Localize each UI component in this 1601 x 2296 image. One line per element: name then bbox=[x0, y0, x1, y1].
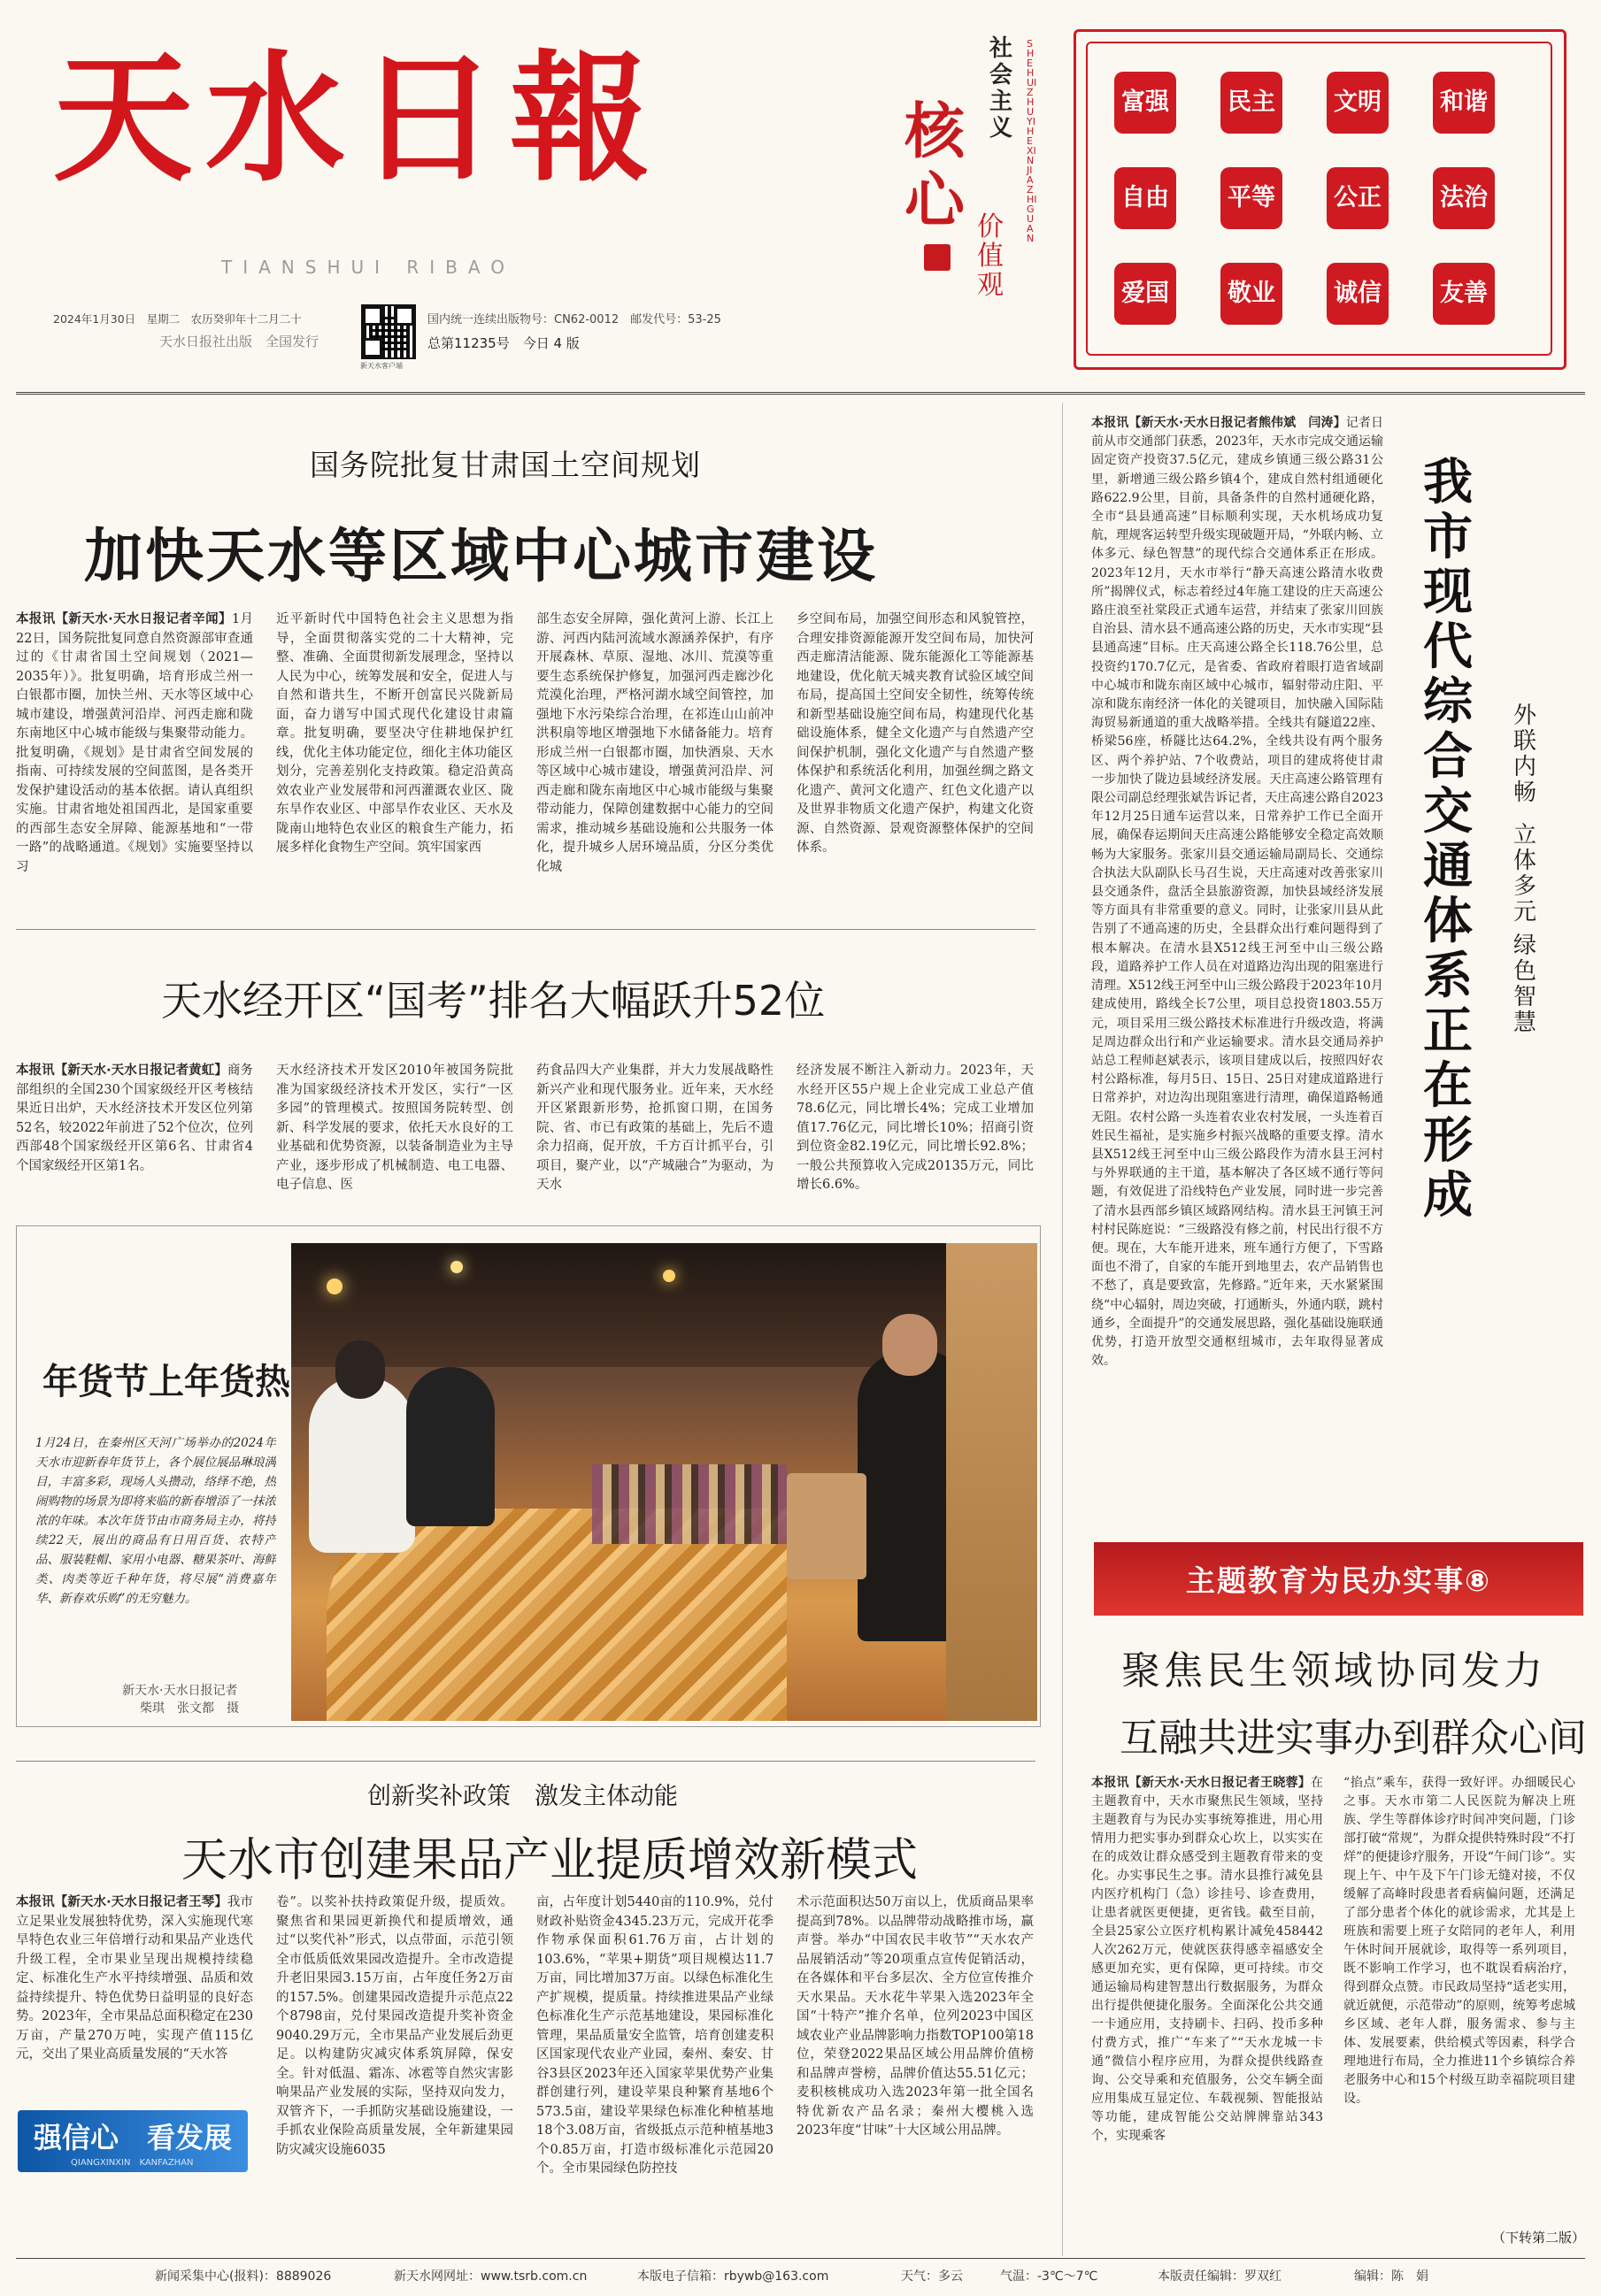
lead-col-4: 乡空间布局，加强空间形态和风貌管控，合理安排资源能源开发空间布局，加快河西走廊清洁能源、陇东能源化工等能源基地建设，优化航天城夹教育试验区域空间布局，提高国土空间安全韧性，统筹传统和新型基础设施空间布局，构建现代化基础设施体系，健全文化遗产与自然遗产空间保护机制，强化文化遗产与自然遗产整体保护和系统活化利用，加强丝绸之路文化遗产、黄河文化遗产、红色文化遗产以及世界非物质文化遗产保护，构建文化资源、自然资源、景观资源整体保护的空间体系。 bbox=[797, 612, 1034, 855]
lead-col-2: 近平新时代中国特色社会主义思想为指导，全面贯彻落实党的二十大精神，完整、准确、全面贯彻新发展理念，坚持以人民为中心，统筹发展和安全，促进人与自然和谐共生，不断开创富民兴陇新局面，奋力谱写中国式现代化建设甘肃篇章。批复明确，要坚决守住耕地保护红线，优化主体功能定位，细化主体功能区划分，完善差别化支持政策。稳定沿黄高效农业产业发展带和河西灌溉农业区、陇东旱作农业区、中部旱作农业区、天水及陇南山地特色农业区的粮食生产能力，拓展多样化食物生产空间。筑牢国家西 bbox=[276, 612, 513, 855]
footer-weather: 天气：多云 bbox=[901, 2269, 963, 2284]
traffic-sub-3: 绿色智慧 bbox=[1513, 933, 1537, 1036]
footer-website[interactable]: 新天水网网址：www.tsrb.com.cn bbox=[394, 2269, 588, 2284]
date-line: 2024年1月30日 星期二 农历癸卯年十二月二十 bbox=[53, 312, 302, 326]
continued-note[interactable]: （下转第二版） bbox=[1492, 2230, 1586, 2246]
theme-col-2: “掐点”乘车，获得一致好评。办细暖民心之事。天水市第二人民医院为解决上班族、学生等群体诊疗时间冲突问题，门诊部打破“常规”，为群众提供特殊时段“不打烊”的便捷诊疗服务，开设“午间门诊”。实现上午、中午及下午门诊无缝对接，不仅缓解了高峰时段患者看病偏问题，还满足了部分患者个体化的就诊需求，尤其是上班族和需要上班子女陪同的老年人，利用午休时间开展就诊，取得等一系列项目，既不影响工作学习，也不耽误看病治疗，得到群众点赞。市民政局坚持“适老实用，就近就便，示范带动”的原则，统筹考虑城乡区域、老年人群，服务需求、参与主体、发展要素，供给模式等因素，科学合理地进行布局，全力推进11个乡镇综合养老服务中心和15个村级互助幸福院项目建设。 bbox=[1343, 1776, 1575, 2106]
publisher-line: 天水日报社出版 全国发行 bbox=[159, 334, 319, 349]
lead-col-3: 部生态安全屏障，强化黄河上游、长江上游、河西内陆河流域水源涵养保护，有序开展森林、草原、湿地、冰川、荒漠等重要生态系统保护修复，加强河西走廊沙化荒漠化治理，严格河湖水域空间管控，加强地下水污染综合治理，在祁连山山前冲洪积扇等地区增强地下水储备能力。培育形成兰州一白银都市圈，加快酒泉、天水等区域中心城市建设，增强黄河沿岸、河西走廊和陇东南地区中心城市能级与集聚带动能力，保障创建数据中心能力的空间需求，推动城乡基础设施和公共服务一体化，提升城乡人居环境品质，分区分类优化城 bbox=[536, 612, 774, 874]
footer-editor-in-charge: 本版责任编辑：罗双红 bbox=[1158, 2269, 1282, 2284]
traffic-headline[interactable]: 我市现代综合交通体系正在形成 bbox=[1423, 454, 1473, 1225]
value-item: 公正 bbox=[1327, 167, 1389, 229]
theme-col-1: 本报讯【新天水·天水日报记者王晓蓉】在主题教育中，天水市聚焦民生领域，坚持主题教育与为民办实事统筹推进，用心用情用力把实事办到群众心坎上，以实实在在的成效让群众感受到主题教育带来的变化。办实事民生之事。清水县推行减免县内医疗机构门（急）诊挂号、诊查费用，让患者就医更便捷，更省钱。截至目前，全县25家公立医疗机构累计减免458442人次262万元，使就医获得感幸福感安全感更加充实，更有保障，更可持续。市交通运输局构建智慧出行数据服务，为群众出行提供便捷化服务。全面深化公共交通一卡通应用，支持刷卡、扫码、投币多种付费方式，推广“车来了”“天水龙城一卡通”微信小程序应用，为群众提供线路查询、公交导乘和充值服务，公交车辆全面应用集成互显定位、车载视频、智能报站等功能，建成智能公交站牌牌靠站343个，实现乘客 bbox=[1091, 1776, 1323, 2143]
fruit-headline[interactable]: 天水市创建果品产业提质增效新模式 bbox=[181, 1834, 919, 1887]
issue-number: 总第11235号 今日 4 版 bbox=[427, 335, 580, 351]
value-item: 民主 bbox=[1220, 72, 1282, 134]
divider bbox=[16, 1761, 1035, 1762]
lead-col-1: 本报讯【新天水·天水日报记者辛闻】1月22日，国务院批复同意自然资源部审查通过的《甘肃省国土空间规划（2021—2035年）》。批复明确，培育形成兰州一白银都市圈，加快兰州、天水等区域中心城市建设，增强黄河沿岸、河西走廊和陇东南地区中心城市能级与集聚带动能力。批复明确，《规划》是甘肃省空间发展的指南、可持续发展的空间蓝图，是各类开发保护建设活动的基本依据。请认真组织实施。甘肃省地处祖国西北，是国家重要的西部生态安全屏障、能源基地和“一带一路”的战略通道。《规划》实施要坚持以习 bbox=[16, 612, 253, 874]
value-item: 文明 bbox=[1327, 72, 1389, 134]
masthead-rule bbox=[16, 392, 1585, 395]
photo-credit-1: 新天水·天水日报记者 bbox=[122, 1684, 238, 1698]
theme-headline-1[interactable]: 聚焦民生领域协同发力 bbox=[1121, 1648, 1546, 1693]
confidence-logo-text: 强信心 看发展 bbox=[34, 2121, 233, 2154]
theme-headline-2[interactable]: 互融共进实事办到群众心间 bbox=[1120, 1716, 1587, 1761]
value-item: 爱国 bbox=[1114, 263, 1176, 325]
photo-story-body: 1月24日，在秦州区天河广场举办的2024年天水市迎新春年货节上，各个展位展品琳琅满目，丰富多彩，现场人头攒动，络绎不绝，热闹购物的场景为即将来临的新春增添了一抹浓浓的年味。本次年货节由市商务局主办，将持续22天，展出的商品有日用百货、农特产品、服装鞋帽、家用小电器、糖果茶叶、海鲜类、肉类等近千种年货，将尽展“消费嘉年华、新春欢乐购”的无穷魅力。 bbox=[35, 1436, 276, 1606]
lead-headline[interactable]: 加快天水等区域中心城市建设 bbox=[84, 522, 878, 590]
traffic-sub-1: 外联内畅 bbox=[1513, 703, 1537, 806]
fruit-col-3: 亩，占年度计划5440亩的110.9%，兑付财政补贴资金4345.23万元，完成开花季作物承保面积61.76万亩，占计划的103.6%，“苹果+期货”项目规模达11.7万亩，同比增加37万亩。以绿色标准化生产扩规模，提质量。持续推进果品产业绿色标准化生产示范基地建设，果园标准化管理，果品质量安全监管，培育创建麦积区国家现代农业产业园，秦州、秦安、甘谷3县区2023年还入国家苹果优势产业集群创建行列，建设苹果良种繁育基地6个573.5亩，建设苹果绿色标准化种植基地18个3.08万亩，省级抵点示范种植基地3个0.85万亩，打造市级标准化示范园20个。全市果园绿色防控技 bbox=[536, 1895, 774, 2176]
footer-email[interactable]: 本版电子信箱：rbywb@163.com bbox=[637, 2269, 829, 2284]
newspaper-pinyin: TIANSHUI RIBAO bbox=[221, 257, 515, 278]
core-values-big: 核心 bbox=[904, 96, 966, 236]
market-photo bbox=[291, 1243, 1037, 1721]
newspaper-title: 天水日報 bbox=[53, 37, 662, 201]
divider bbox=[16, 929, 1035, 930]
qr-code[interactable] bbox=[361, 304, 416, 359]
zone-col-1: 本报讯【新天水·天水日报记者黄虹】商务部组织的全国230个国家级经开区考核结果近日出炉，天水经济技术开发区位列第52名，较2022年前进了52个位次，位列西部48个国家级经开区第6名、甘肃省4个国家级经开区第1名。 bbox=[16, 1064, 253, 1173]
traffic-sub-2: 立体多元 bbox=[1513, 822, 1537, 925]
value-item: 友善 bbox=[1433, 263, 1495, 325]
zone-col-3: 药食品四大产业集群，并大力发展战略性新兴产业和现代服务业。近年来，天水经开区紧跟新形势，抢抓窗口期，在国务院、省、市已有政策的基础上，先后不遗余力招商，促开放，千方百计抓平台，引项目，聚产业，以“产城融合”为驱动，为天水 bbox=[536, 1064, 774, 1192]
confidence-logo-pinyin: QIANGXINXIN KANFAZHAN bbox=[71, 2158, 194, 2168]
seal-icon bbox=[924, 244, 951, 271]
value-item: 自由 bbox=[1114, 167, 1176, 229]
core-values-pinyin: SHE HUI ZHU YI HE XIN JIA ZHI GUAN bbox=[1027, 38, 1037, 244]
fruit-col-1: 本报讯【新天水·天水日报记者王琴】我市立足果业发展独特优势，深入实施现代寒旱特色农业三年倍增行动和果品产业迭代升级工程，全市果业呈现出规模持续稳定、标准化生产水平持续增强、品质和效益持续提升、特色优势日益明显的良好态势。2023年，全市果品总面积稳定在230万亩，产量270万吨，实现产值115亿元，交出了果业高质量发展的“天水答 bbox=[16, 1895, 253, 2062]
lead-kicker: 国务院批复甘肃国土空间规划 bbox=[310, 448, 701, 482]
zone-col-2: 天水经济技术开发区2010年被国务院批准为国家级经济技术开发区，实行“一区多园”的管理模式。按照国务院转型、创新、科学发展的要求，依托天水良好的工业基础和优势资源，以装备制造业为主导产业，逐步形成了机械制造、电工电器、电子信息、医 bbox=[276, 1064, 513, 1192]
value-item: 富强 bbox=[1114, 72, 1176, 134]
zone-headline[interactable]: 天水经开区“国考”排名大幅跃升52位 bbox=[161, 977, 826, 1025]
value-item: 诚信 bbox=[1327, 263, 1389, 325]
value-item: 平等 bbox=[1220, 167, 1282, 229]
core-values-label: 社会主义 bbox=[989, 35, 1013, 142]
column-divider bbox=[1062, 403, 1063, 2256]
fruit-col-4: 术示范面积达50万亩以上，优质商品果率提高到78%。以品牌带动战略推市场，赢声誉。举办“中国农民丰收节”“天水农产品展销活动”等20项重点宣传促销活动，在各媒体和平台多层次、全方位宣传推介天水果品。天水花牛苹果入选2023年全国“十特产”推介名单，位列2023中国区域农业产业品牌影响力指数TOP100第18位，荣登2022果品区域公用品牌价值榜和品牌声誉榜，品牌价值达55.51亿元；麦积核桃成功入选2023年第一批全国名特优新农产品名录；秦州大樱桃入选2023年度“甘味”十大区域公用品牌。 bbox=[797, 1895, 1034, 2138]
core-values-sub: 价值观 bbox=[977, 211, 1004, 301]
confidence-logo bbox=[18, 2110, 248, 2172]
qr-caption: 新天水客户端 bbox=[360, 362, 403, 370]
zone-col-4: 经济发展不断注入新动力。2023年，天水经开区55户规上企业完成工业总产值78.6亿元，同比增长4%；完成工业增加值17.76亿元，同比增长10%；招商引资到位资金82.19亿元，同比增长92.8%；一般公共预算收入完成20135万元，同比增长6.6%。 bbox=[797, 1064, 1034, 1192]
footer-editor: 编辑：陈 娟 bbox=[1354, 2269, 1428, 2284]
photo-story-title: 年货节上年货热 bbox=[42, 1361, 290, 1402]
core-values-papercut bbox=[1074, 29, 1566, 370]
traffic-body: 本报讯【新天水·天水日报记者熊伟斌 闫涛】记者日前从市交通部门获悉，2023年，天水市完成交通运输固定资产投资37.5亿元，建成乡镇通三级公路31公里，新增通三级公路乡镇4个，建成自然村组通硬化路622.9公里，目前，具备条件的自然村通硬化路，全市“县县通高速”目标顺利实现，天水机场成功复航，理规客运转型升级实现破题开局，“外联内畅、立体多元、绿色智慧”的现代综合交通体系正在形成。2023年12月，天水市举行“静天高速公路清水收费所”揭牌仪式，标志着经过4年施工建设的庄天高速公路庄浪至社棠段正式通车运营，并结束了张家川回族自治县、清水县不通高速公路的历史，天水市实现“县县通高速”目标。庄天高速公路全长118.76公里，总投资约170.7亿元，是省委、省政府着眼打造省域副中心城市和陇东南区域中心城市，辐射带动庄阳、平凉和陇东南经济一体化的关键项目，加快融入国际陆海贸易新通道的重大战略举措。全线共有隧道22座、桥梁56座，桥隧比达64.2%，全线共设有两个服务区、两个养护站、7个收费站，项目的建成将使甘肃一步加快了陇边县域经济发展。天庄高速公路管理有限公司副总经理张斌告诉记者，天庄高速公路自2023年12月25日通车运营以来，日常养护工作已全面开展，确保春运期间天庄高速公路能够安全稳定高效顺畅为大家服务。张家川县交通运输局副局长、交通综合执法大队副队长马召生说，天庄高速对改善张家川县交通条件，盘活全县旅游资源，加快县域经济发展等方面具有非常重要的意义。同时，让张家川县从此告别了不通高速的历史，全县群众出行难问题得到了根本解决。在清水县X512线王河至中山三级公路段，道路养护工作人员在对道路边沟出现的阻塞进行清理。X512线王河至中山三级公路段于2023年10月建成使用，路线全长7公里，项目总投资1803.55万元，项目采用三级公路技术标准进行升级改造，将满足周边群众出行和产业运输要求。清水县交通局养护站总工程师赵斌表示，该项目建成以后，按照四好农村公路标准，每月5日、15日、25日对建成道路进行日常养护，对边沟出现阻塞进行清理，确保道路畅通无阻。农村公路一头连着农业农村发展，一头连着百姓民生福祉，是实施乡村振兴战略的重要支撑。清水县X512线王河至中山三级公路段作为清水县王河村与外界联通的主干道，基本解决了各区域不通行等问题，有效促进了沿线特色产业发展，同时进一步完善了清水县西部乡镇区域路网结构。清水县王河镇王河村村民陈庭说：“三级路没有修之前，村民出行很不方便。现在，大车能开进来，班车通行方便了，下雪路面也不滑了，自家的车能开到地里去，农产品销售也不愁了，真是要致富，先修路。”近年来，天水紧紧围绕“中心辐射，周边突破，打通断头，外通内联，跳村通乡，全面提升”的交通发展思路，强化基础设施联通优势，打造开放型交通枢纽城市，去年取得显著成效。 bbox=[1091, 416, 1383, 1369]
value-item: 敬业 bbox=[1220, 263, 1282, 325]
value-item: 法治 bbox=[1433, 167, 1495, 229]
fruit-kicker: 创新奖补政策 激发主体动能 bbox=[367, 1783, 678, 1810]
value-item: 和谐 bbox=[1433, 72, 1495, 134]
footer-rule bbox=[16, 2258, 1585, 2259]
photo-credit-2: 柴琪 张文都 摄 bbox=[140, 1701, 239, 1716]
theme-banner: 主题教育为民办实事⑧ bbox=[1094, 1542, 1583, 1616]
footer-temperature: 气温：-3℃～7℃ bbox=[1000, 2269, 1098, 2284]
footer-hotline: 新闻采集中心(报料)：8889026 bbox=[155, 2269, 332, 2284]
cn-number: 国内统一连续出版物号：CN62-0012 邮发代号：53-25 bbox=[427, 313, 721, 326]
fruit-col-2: 卷”。以奖补扶持政策促升级，提质效。聚焦省和果园更新换代和提质增效，通过“以奖代补”形式，以点带面，示范引领全市低质低效果园改造提升。全市改造提升老旧果园3.15万亩，占年度任务2万亩的157.5%。创建果园改造提升示范点22个8798亩，兑付果园改造提升奖补资金9040.29万元，全市果品产业发展后劲更足。以构建防灾减灾体系筑屏障，保安全。针对低温、霜冻、冰雹等自然灾害影响果品产业发展的实际，坚持双向发力，双管齐下，一手抓防灾基础设施建设，一手抓农业保险高质量发展，全年新建果园防灾减灾设施6035 bbox=[276, 1895, 513, 2157]
